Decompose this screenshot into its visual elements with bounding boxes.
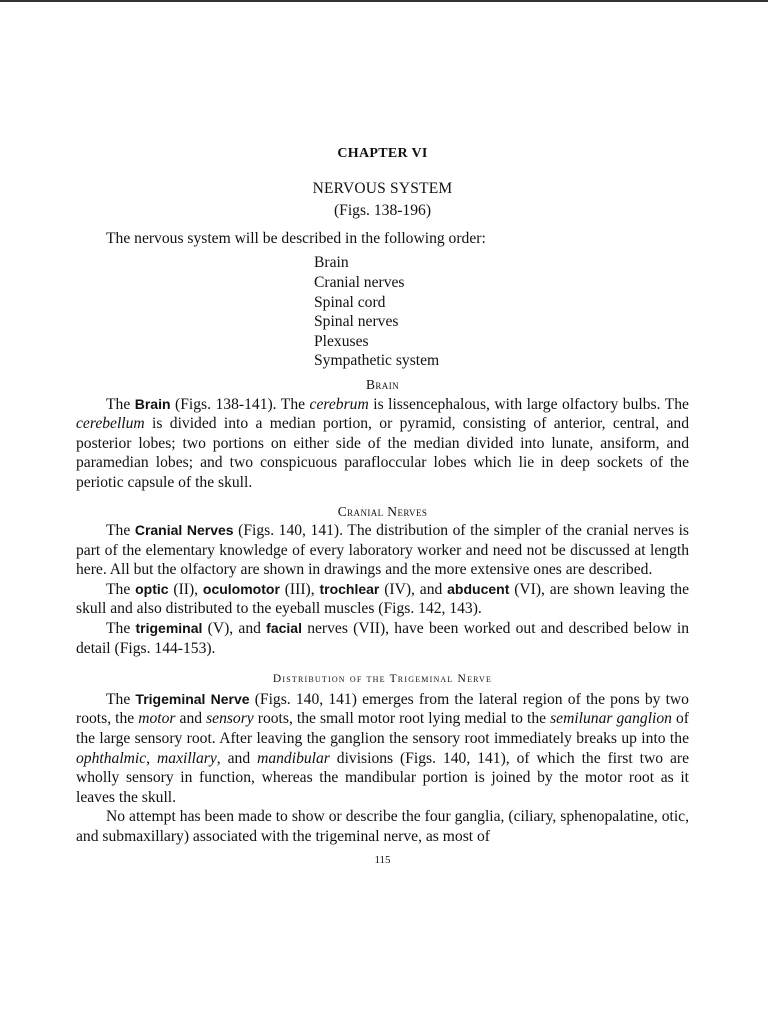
cranial-nerves-term: Cranial Nerves xyxy=(134,522,234,539)
trigeminal-nerve-paragraph: The Trigeminal Nerve (Figs. 140, 141) emerges from the lateral region of the pons by two roots, the motor and sensory roots, the small motor root lying medial to the semilunar ganglion of the large sensory root. After leaving the ganglion the sensory root immediately breaks up into the ophthalmic, maxillary, and mandibular divisions (Figs. 140, 141), of which the first two are wholly sensory in function, whereas the mandibular portion is joined by the motor root as it leaves the skull. xyxy=(76,690,690,806)
figure-range: (Figs. 138-196) xyxy=(333,202,432,220)
eye-nerves-paragraph: The optic (II), oculomotor (III), trochlear (IV), and abducent (VI), are shown leaving the skull and also distributed to the eyeball muscles (Figs. 142, 143). xyxy=(76,580,690,618)
book-page xyxy=(76,138,689,870)
list-item: Cranial nerves xyxy=(314,273,405,291)
sensory-term: sensory xyxy=(206,710,254,728)
trigeminal-nerve-term: Trigeminal Nerve xyxy=(135,690,250,707)
motor-term: motor xyxy=(138,710,176,728)
brain-section-heading: Brain xyxy=(365,376,399,392)
trigeminal-distribution-heading: Distribution of the Trigeminal Nerve xyxy=(272,673,493,686)
trochlear-term: trochlear xyxy=(319,580,380,597)
facial-term: facial xyxy=(266,620,302,637)
list-item: Sympathetic system xyxy=(314,352,440,370)
trigeminal-facial-paragraph: The trigeminal (V), and facial nerves (VII), have been worked out and described below in detail (Figs. 144-153). xyxy=(76,620,689,657)
cranial-nerves-paragraph: The Cranial Nerves (Figs. 140, 141). The distribution of the simpler of the cranial nerves is part of the elementary knowledge of every laboratory worker and need not be discussed at length here. All but the olfactory are shown in drawings and the more extensive ones are described. xyxy=(76,522,689,579)
cerebellum-term: cerebellum xyxy=(76,415,145,433)
trigeminal-term: trigeminal xyxy=(135,620,203,637)
maxillary-term: maxillary xyxy=(157,749,217,767)
semilunar-ganglion-term: semilunar ganglion xyxy=(550,710,672,728)
list-item: Brain xyxy=(314,254,349,272)
chapter-title: NERVOUS SYSTEM xyxy=(312,179,453,197)
intro-paragraph: The nervous system will be described in the following order: xyxy=(106,229,486,247)
chapter-heading: CHAPTER VI xyxy=(337,146,428,161)
ganglia-paragraph: No attempt has been made to show or describe the four ganglia, (ciliary, sphenopalatine, otic, and submaxillary) associated with the trigeminal nerve, as most of xyxy=(76,808,689,845)
oculomotor-term: oculomotor xyxy=(202,580,280,597)
abducent-term: abducent xyxy=(447,580,510,597)
top-border-rule xyxy=(0,0,768,2)
list-item: Plexuses xyxy=(314,332,369,350)
list-item: Spinal cord xyxy=(314,293,386,311)
brain-term: Brain xyxy=(134,395,171,412)
brain-paragraph: The Brain (Figs. 138-141). The cerebrum is lissencephalous, with large olfactory bulbs. The cerebellum is divided into a median portion, or pyramid, consisting of anterior, central, and posterior lobes; two portions on either side of the median divided into lunate, ansiform, and paramedian lobes; and two conspicuous parafloccular lobes which lie in deep sockets of the periotic capsule of the skull. xyxy=(76,395,689,491)
list-item: Spinal nerves xyxy=(314,313,399,331)
optic-term: optic xyxy=(135,580,169,597)
cranial-nerves-section-heading: Cranial Nerves xyxy=(337,503,428,519)
page-number: 115 xyxy=(374,853,391,866)
topic-order-list xyxy=(314,253,689,371)
ophthalmic-term: ophthalmic xyxy=(76,749,147,767)
cerebrum-term: cerebrum xyxy=(309,395,369,413)
mandibular-term: mandibular xyxy=(257,749,330,767)
